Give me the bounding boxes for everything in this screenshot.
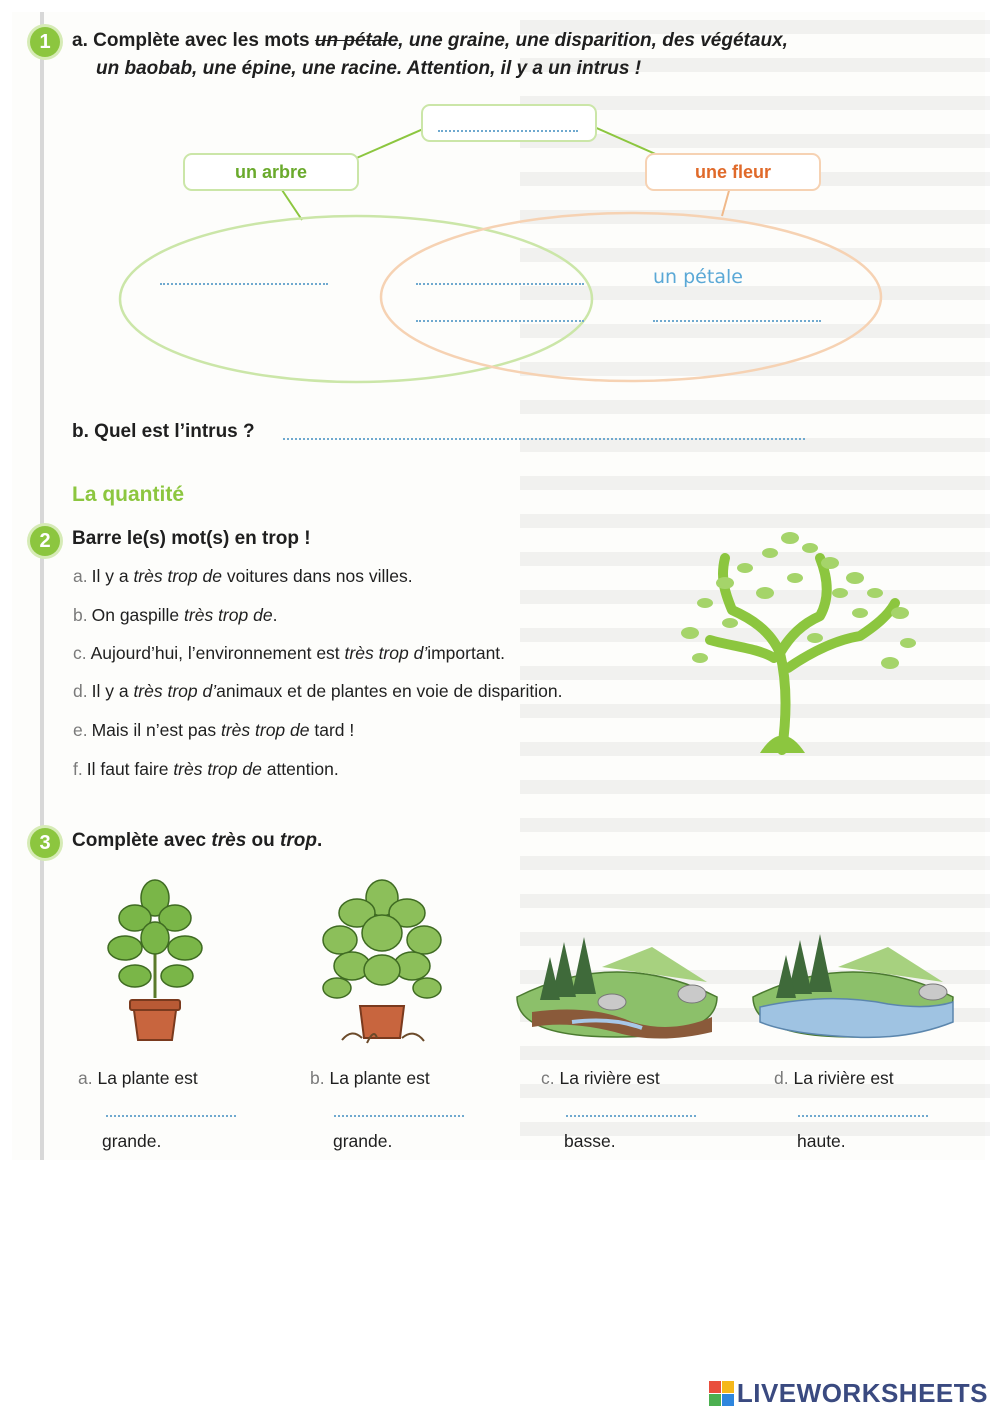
connector-top-arbre bbox=[352, 126, 430, 160]
blank-arbre[interactable] bbox=[160, 283, 328, 285]
river-high-illustration bbox=[748, 922, 960, 1044]
ex3-caption-d: d. La rivière est bbox=[774, 1068, 894, 1088]
instr-prefix: a. Complète avec les mots bbox=[72, 30, 315, 51]
ex3-end-a: grande. bbox=[102, 1131, 162, 1151]
exercise-3-number: 3 bbox=[30, 828, 60, 858]
ex2-item-c: c. Aujourd’hui, l’environnement est très trop d’important. bbox=[73, 643, 506, 663]
exercise-2-title: Barre le(s) mot(s) en trop ! bbox=[72, 528, 311, 549]
top-category-box bbox=[421, 104, 597, 142]
word-list: , une graine, une disparition, des végétaux, bbox=[398, 30, 788, 51]
exercise-1-number: 1 bbox=[30, 27, 60, 57]
ex3-end-b: grande. bbox=[333, 1131, 393, 1151]
logo-text: LIVEWORKSHEETS bbox=[736, 1378, 988, 1408]
label-arbre: un arbre bbox=[183, 153, 359, 191]
strike-choice[interactable]: très trop de bbox=[133, 566, 222, 586]
ellipse-arbre bbox=[120, 216, 592, 382]
section-title: La quantité bbox=[72, 483, 185, 506]
word-list-line2: un baobab, une épine, une racine. Attention, il y a un intrus ! bbox=[96, 58, 642, 79]
blank-common-1[interactable] bbox=[416, 283, 584, 285]
ex3-blank-a[interactable] bbox=[106, 1115, 236, 1117]
ex2-item-e: e. Mais il n’est pas très trop de tard ! bbox=[73, 720, 355, 740]
strike-choice[interactable]: très trop d’ bbox=[344, 643, 428, 663]
exercise-2-number: 2 bbox=[30, 526, 60, 556]
strike-choice[interactable]: très trop de bbox=[184, 605, 273, 625]
ex2-item-d: d. Il y a très trop d’animaux et de plantes en voie de disparition. bbox=[73, 681, 563, 701]
strike-choice[interactable]: très trop d’ bbox=[133, 681, 217, 701]
ex3-end-d: haute. bbox=[797, 1131, 846, 1151]
intrus-answer-blank[interactable] bbox=[283, 438, 805, 440]
ex3-end-c: basse. bbox=[564, 1131, 616, 1151]
ex3-blank-c[interactable] bbox=[566, 1115, 696, 1117]
top-blank[interactable] bbox=[438, 130, 578, 132]
ex2-item-f: f. Il faut faire très trop de attention. bbox=[73, 759, 339, 779]
exercise-3-title: Complète avec très ou trop. bbox=[72, 830, 323, 851]
connector-fleur-ellipse bbox=[722, 187, 730, 216]
liveworksheets-logo bbox=[709, 1378, 988, 1409]
river-low-illustration bbox=[512, 922, 722, 1044]
connector-top-fleur bbox=[592, 126, 660, 156]
connector-arbre-ellipse bbox=[280, 187, 302, 220]
blank-fleur[interactable] bbox=[653, 320, 821, 322]
ex3-caption-a: a. La plante est bbox=[78, 1068, 198, 1088]
ex2-item-a: a. Il y a très trop de voitures dans nos villes. bbox=[73, 566, 413, 586]
logo-mark-icon bbox=[709, 1381, 734, 1406]
classification-diagram bbox=[0, 0, 1000, 460]
ellipse-fleur bbox=[381, 213, 881, 381]
ex2-item-b: b. On gaspille très trop de. bbox=[73, 605, 278, 625]
exercise-1b-question: b. Quel est l’intrus ? bbox=[72, 421, 255, 442]
strike-choice[interactable]: très trop de bbox=[220, 720, 310, 740]
ex3-blank-d[interactable] bbox=[798, 1115, 928, 1117]
plant-overgrown-illustration bbox=[322, 878, 442, 1046]
tree-illustration bbox=[670, 518, 925, 758]
ex3-caption-b: b. La plante est bbox=[310, 1068, 430, 1088]
ex3-caption-c: c. La rivière est bbox=[541, 1068, 660, 1088]
plant-small-illustration bbox=[100, 878, 210, 1046]
given-word-petale: un pétale bbox=[653, 266, 743, 288]
strike-choice[interactable]: très trop de bbox=[173, 759, 262, 779]
struck-word: un pétale bbox=[314, 30, 399, 51]
label-fleur: une fleur bbox=[645, 153, 821, 191]
ex3-blank-b[interactable] bbox=[334, 1115, 464, 1117]
blank-common-2[interactable] bbox=[416, 320, 584, 322]
